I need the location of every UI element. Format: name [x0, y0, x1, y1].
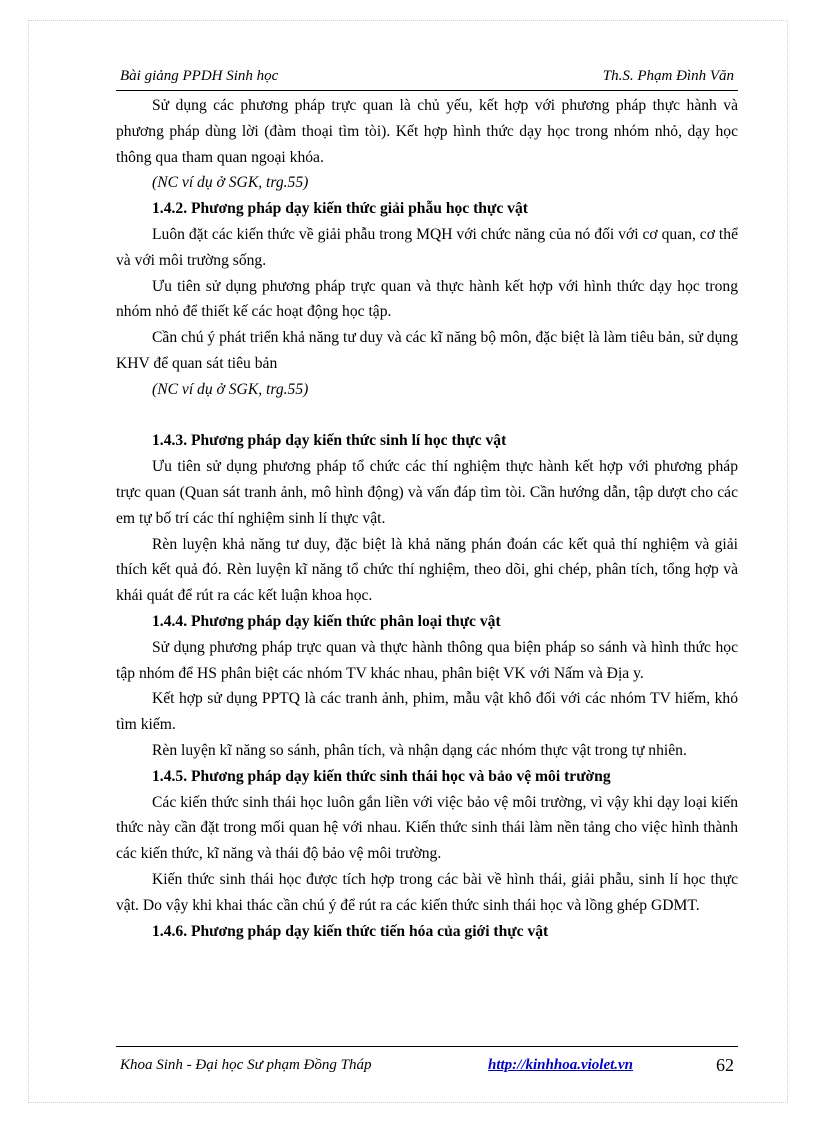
- paragraph: Kết hợp sử dụng PPTQ là các tranh ảnh, phim, mẫu vật khô đối với các nhóm TV hiếm, khó tìm kiếm.: [116, 690, 738, 734]
- paragraph: Cần chú ý phát triển khả năng tư duy và các kĩ năng bộ môn, đặc biệt là làm tiêu bản, sử dụng KHV để quan sát tiêu bản: [116, 329, 738, 372]
- footer-website-link[interactable]: http://kinhhoa.violet.vn: [488, 1057, 634, 1073]
- header-author: Th.S. Phạm Đình Văn: [602, 68, 734, 84]
- paragraph: Kiến thức sinh thái học được tích hợp trong các bài về hình thái, giải phẫu, sinh lí học thực vật. Do vậy khi khai thác cần chú ý để rút ra các kiến thức sinh thái học và lồng ghép GDMT.: [116, 870, 738, 914]
- header-course-title: Bài giảng PPDH Sinh học: [120, 68, 279, 84]
- paragraph: Ưu tiên sử dụng phương pháp tổ chức các thí nghiệm thực hành kết hợp với phương pháp trực quan (Quan sát tranh ảnh, mô hình động) và vấn đáp tìm tòi. Cần hướng dẫn, tập dượt cho các em tự bố trí các thí nghiệm sinh lí thực vật.: [116, 458, 738, 527]
- reference-note: (NC ví dụ ở SGK, trg.55): [152, 380, 309, 398]
- intro-paragraph: Sử dụng các phương pháp trực quan là chủ yếu, kết hợp với phương pháp thực hành và phương pháp dùng lời (đàm thoại tìm tòi). Kết hợp hình thức dạy học trong nhóm nhỏ, dạy học thông qua tham quan ngoại khóa.: [116, 97, 738, 166]
- paragraph: Sử dụng phương pháp trực quan và thực hành thông qua biện pháp so sánh và hình thức học tập nhóm để HS phân biệt các nhóm TV khác nhau, phân biệt VK với Nấm và Địa y.: [116, 638, 738, 682]
- paragraph: Rèn luyện kĩ năng so sánh, phân tích, và nhận dạng các nhóm thực vật trong tự nhiên.: [152, 741, 687, 759]
- document-body: [116, 93, 738, 944]
- paragraph: Rèn luyện khả năng tư duy, đặc biệt là khả năng phán đoán các kết quả thí nghiệm và giải thích kết quả đó. Rèn luyện kĩ năng tổ chức thí nghiệm, theo dõi, ghi chép, phân tích, tổng hợp và khái quát để rút ra các kết luận khoa học.: [116, 535, 738, 605]
- section-heading-1-4-5: 1.4.5. Phương pháp dạy kiến thức sinh thái học và bảo vệ môi trường: [152, 767, 611, 785]
- page-header: [116, 64, 738, 91]
- footer-institution: Khoa Sinh - Đại học Sư phạm Đồng Tháp: [120, 1057, 372, 1073]
- paragraph: Các kiến thức sinh thái học luôn gắn liền với việc bảo vệ môi trường, vì vậy khi dạy loại kiến thức này cần đặt trong mối quan hệ với nhau. Kiến thức sinh thái làm nền tảng cho việc hình thành các kiến thức, kĩ năng và thái độ bảo vệ môi trường.: [116, 793, 738, 863]
- section-heading-1-4-6: 1.4.6. Phương pháp dạy kiến thức tiến hóa của giới thực vật: [152, 922, 549, 940]
- blank-line: [116, 403, 738, 429]
- section-heading-1-4-3: 1.4.3. Phương pháp dạy kiến thức sinh lí học thực vật: [152, 432, 507, 450]
- paragraph: Luôn đặt các kiến thức về giải phẫu trong MQH với chức năng của nó đối với cơ quan, cơ thể và với môi trường sống.: [116, 225, 738, 269]
- page-footer: [116, 1046, 738, 1077]
- paragraph: Ưu tiên sử dụng phương pháp trực quan và thực hành kết hợp với hình thức dạy học trong nhóm nhỏ để thiết kế các hoạt động học tập.: [116, 277, 738, 321]
- section-heading-1-4-4: 1.4.4. Phương pháp dạy kiến thức phân loại thực vật: [152, 612, 501, 630]
- section-heading-1-4-2: 1.4.2. Phương pháp dạy kiến thức giải phẫu học thực vật: [152, 200, 528, 218]
- page-number: 62: [716, 1055, 734, 1075]
- reference-note: (NC ví dụ ở SGK, trg.55): [152, 174, 309, 192]
